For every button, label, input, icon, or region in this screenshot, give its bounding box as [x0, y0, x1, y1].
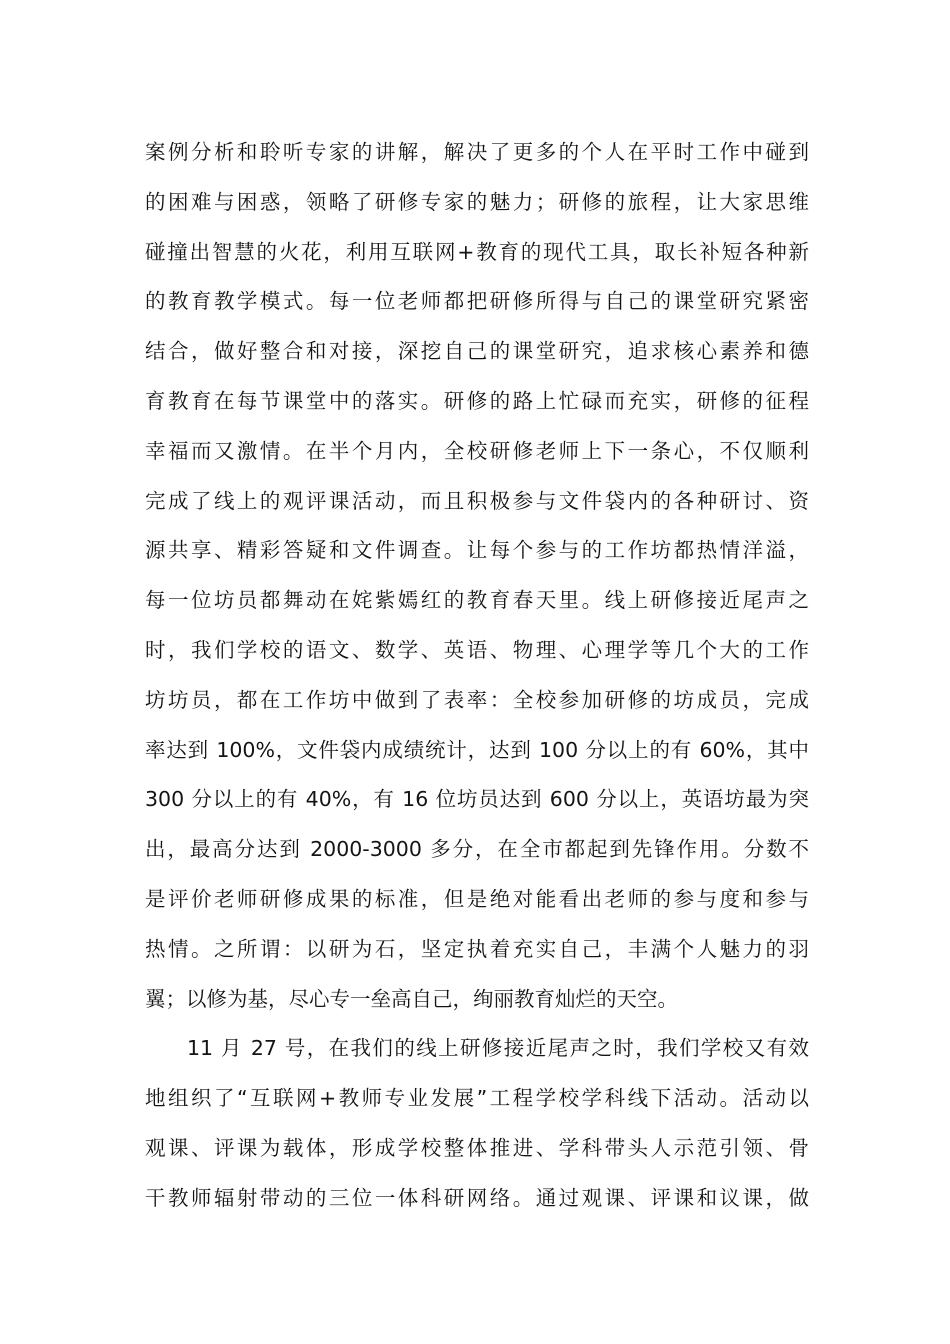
- text-line: 碰撞出智慧的火花，利用互联网+教育的现代工具，取长补短各种新: [145, 239, 809, 264]
- paragraph-start-line: 11 月 27 号，在我们的线上研修接近尾声之时，我们学校又有效: [187, 1036, 809, 1061]
- text-line: 完成了线上的观评课活动，而且积极参与文件袋内的各种研讨、资: [145, 488, 809, 513]
- text-line: 出，最高分达到 2000-3000 多分，在全市都起到先锋作用。分数不: [145, 837, 809, 862]
- text-line: 每一位坊员都舞动在姹紫嫣红的教育春天里。线上研修接近尾声之: [145, 588, 809, 613]
- text-line: 源共享、精彩答疑和文件调查。让每个参与的工作坊都热情洋溢，: [145, 538, 809, 563]
- text-line: 时，我们学校的语文、数学、英语、物理、心理学等几个大的工作: [145, 637, 809, 662]
- text-line: 观课、评课为载体，形成学校整体推进、学科带头人示范引领、骨: [145, 1135, 809, 1160]
- body-text: [145, 128, 809, 1224]
- text-line: 的教育教学模式。每一位老师都把研修所得与自己的课堂研究紧密: [145, 289, 809, 314]
- text-line: 地组织了“互联网+教师专业发展”工程学校学科线下活动。活动以: [145, 1086, 809, 1111]
- text-line: 育教育在每节课堂中的落实。研修的路上忙碌而充实，研修的征程: [145, 388, 809, 413]
- text-line: 坊坊员，都在工作坊中做到了表率：全校参加研修的坊成员，完成: [145, 687, 809, 712]
- text-line: 热情。之所谓：以研为石，坚定执着充实自己，丰满个人魅力的羽: [145, 936, 809, 961]
- text-line: 干教师辐射带动的三位一体科研网络。通过观课、评课和议课，做: [145, 1185, 809, 1210]
- text-line: 的困难与困惑，领略了研修专家的魅力；研修的旅程，让大家思维: [145, 189, 809, 214]
- text-line: 案例分析和聆听专家的讲解，解决了更多的个人在平时工作中碰到: [145, 140, 809, 164]
- paragraph-end-line: 翼；以修为基，尽心专一垒高自己，绚丽教育灿烂的天空。: [145, 986, 678, 1011]
- text-line: 幸福而又激情。在半个月内，全校研修老师上下一条心，不仅顺利: [145, 438, 809, 463]
- text-line: 率达到 100%，文件袋内成绩统计，达到 100 分以上的有 60%，其中: [145, 737, 809, 762]
- text-line: 结合，做好整合和对接，深挖自己的课堂研究，追求核心素养和德: [145, 339, 809, 364]
- text-line: 是评价老师研修成果的标准，但是绝对能看出老师的参与度和参与: [145, 886, 809, 911]
- text-line: 300 分以上的有 40%，有 16 位坊员达到 600 分以上，英语坊最为突: [145, 787, 809, 812]
